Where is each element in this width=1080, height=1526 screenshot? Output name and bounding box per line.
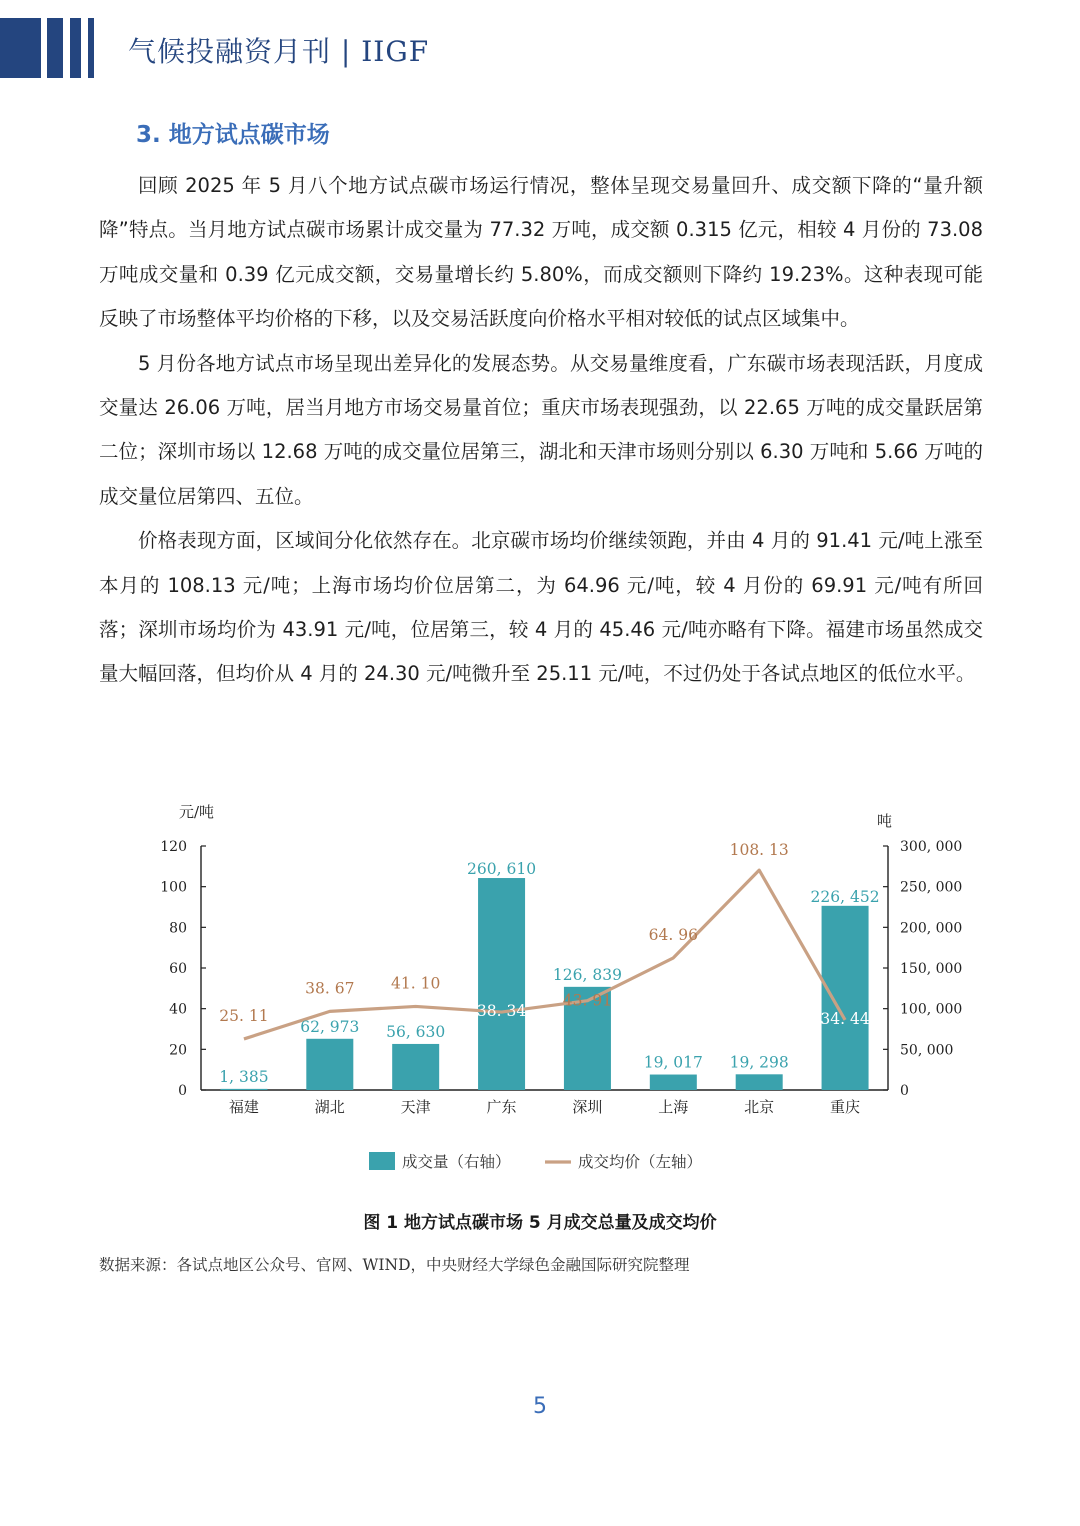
volume-label: 260, 610: [467, 860, 537, 879]
volume-label: 19, 298: [729, 1053, 789, 1072]
figure-source: 数据来源：各试点地区公众号、官网、WIND，中央财经大学绿色金融国际研究院整理: [99, 1256, 690, 1274]
price-label: 38. 34: [476, 1002, 527, 1021]
left-tick-label: 100: [160, 879, 187, 896]
price-label: 41. 10: [391, 974, 441, 993]
price-line: [244, 870, 845, 1039]
header-bar-block: [0, 18, 41, 78]
paragraph: 回顾 2025 年 5 月八个地方试点碳市场运行情况，整体呈现交易量回升、成交额下降的“量升额降”特点。当月地方试点碳市场累计成交量为 77.32 万吨，成交额 0.315 亿元，相较 4 月份的 73.08 万吨成交量和 0.39 亿元成交额，交易量增长约 5.80%，而成交额则下降约 19.23%。这种表现可能反映了市场整体平均价格的下移，以及交易活跃度向价格水平相对较低的试点区域集中。: [99, 174, 983, 331]
header-title: 气候投融资月刊 | IIGF: [128, 35, 430, 68]
x-tick-label: 广东: [486, 1098, 517, 1116]
volume-label: 19, 017: [643, 1053, 703, 1072]
x-tick-label: 北京: [744, 1098, 775, 1116]
legend-label-price: 成交均价（左轴）: [578, 1153, 703, 1171]
section-title: 3. 地方试点碳市场: [136, 122, 330, 148]
right-axis-unit: 吨: [877, 812, 893, 830]
volume-bar: [392, 1044, 439, 1090]
header-bar-block: [47, 18, 63, 78]
volume-bar: [220, 1089, 267, 1090]
body-text: [99, 164, 983, 697]
header-bar-block: [70, 18, 81, 78]
left-axis-unit: 元/吨: [179, 803, 215, 821]
right-tick-label: 300, 000: [900, 839, 963, 855]
right-tick-label: 0: [900, 1083, 909, 1099]
x-tick-label: 湖北: [314, 1098, 345, 1116]
figure-caption: 图 1 地方试点碳市场 5 月成交总量及成交均价: [363, 1213, 717, 1233]
volume-bar: [650, 1075, 697, 1090]
x-tick-label: 福建: [228, 1098, 259, 1116]
chart-legend: [369, 1152, 702, 1171]
volume-label: 226, 452: [810, 887, 880, 906]
price-label: 38. 67: [305, 979, 355, 998]
left-tick-label: 60: [169, 961, 187, 977]
left-tick-label: 20: [169, 1042, 187, 1059]
volume-bar: [736, 1074, 783, 1090]
right-tick-label: 50, 000: [900, 1042, 954, 1059]
line-series: [244, 870, 845, 1039]
x-tick-label: 重庆: [830, 1098, 861, 1116]
price-label: 34. 44: [820, 1009, 870, 1028]
page-number: 5: [533, 1394, 547, 1419]
header-decoration: [0, 18, 100, 78]
x-tick-label: 深圳: [572, 1098, 603, 1116]
volume-label: 126, 839: [552, 965, 622, 984]
volume-bar: [478, 878, 525, 1090]
legend-label-volume: 成交量（右轴）: [402, 1153, 511, 1171]
right-tick-label: 250, 000: [900, 879, 963, 896]
x-tick-label: 天津: [400, 1098, 431, 1116]
left-tick-label: 0: [178, 1083, 187, 1099]
price-label: 25. 11: [219, 1006, 269, 1025]
volume-label: 56, 630: [386, 1022, 446, 1041]
volume-price-chart: [140, 796, 980, 1186]
header-bar-block: [88, 18, 94, 78]
right-tick-label: 100, 000: [900, 1001, 963, 1018]
price-label: 108. 13: [729, 841, 789, 860]
paragraph: 价格表现方面，区域间分化依然存在。北京碳市场均价继续领跑，并由 4 月的 91.41 元/吨上涨至本月的 108.13 元/吨；上海市场均价位居第二，为 64.96 元/吨，较 4 月份的 69.91 元/吨有所回落；深圳市场均价为 43.91 元/吨，位居第三，较 4 月的 45.46 元/吨亦略有下降。福建市场虽然成交量大幅回落，但均价从 4 月的 24.30 元/吨微升至 25.11 元/吨，不过仍处于各试点地区的低位水平。: [99, 529, 983, 686]
x-tick-label: 上海: [658, 1098, 689, 1116]
right-tick-label: 200, 000: [900, 920, 963, 937]
left-tick-label: 120: [160, 839, 187, 855]
volume-label: 62, 973: [300, 1017, 360, 1036]
legend-swatch-volume: [369, 1152, 395, 1170]
paragraph: 5 月份各地方试点市场呈现出差异化的发展态势。从交易量维度看，广东碳市场表现活跃，月度成交量达 26.06 万吨，居当月地方市场交易量首位；重庆市场表现强劲，以 22.65 万吨的成交量跃居第二位；深圳市场以 12.68 万吨的成交量位居第三，湖北和天津市场则分别以 6.30 万吨和 5.66 万吨的成交量位居第四、五位。: [99, 351, 983, 508]
volume-bar: [306, 1039, 353, 1090]
left-tick-label: 80: [169, 920, 187, 937]
left-tick-label: 40: [169, 1001, 187, 1018]
volume-bar: [822, 906, 869, 1090]
volume-label: 1, 385: [219, 1067, 269, 1086]
price-label: 64. 96: [648, 925, 698, 944]
price-label: 43. 91: [562, 991, 613, 1010]
right-tick-label: 150, 000: [900, 961, 963, 977]
